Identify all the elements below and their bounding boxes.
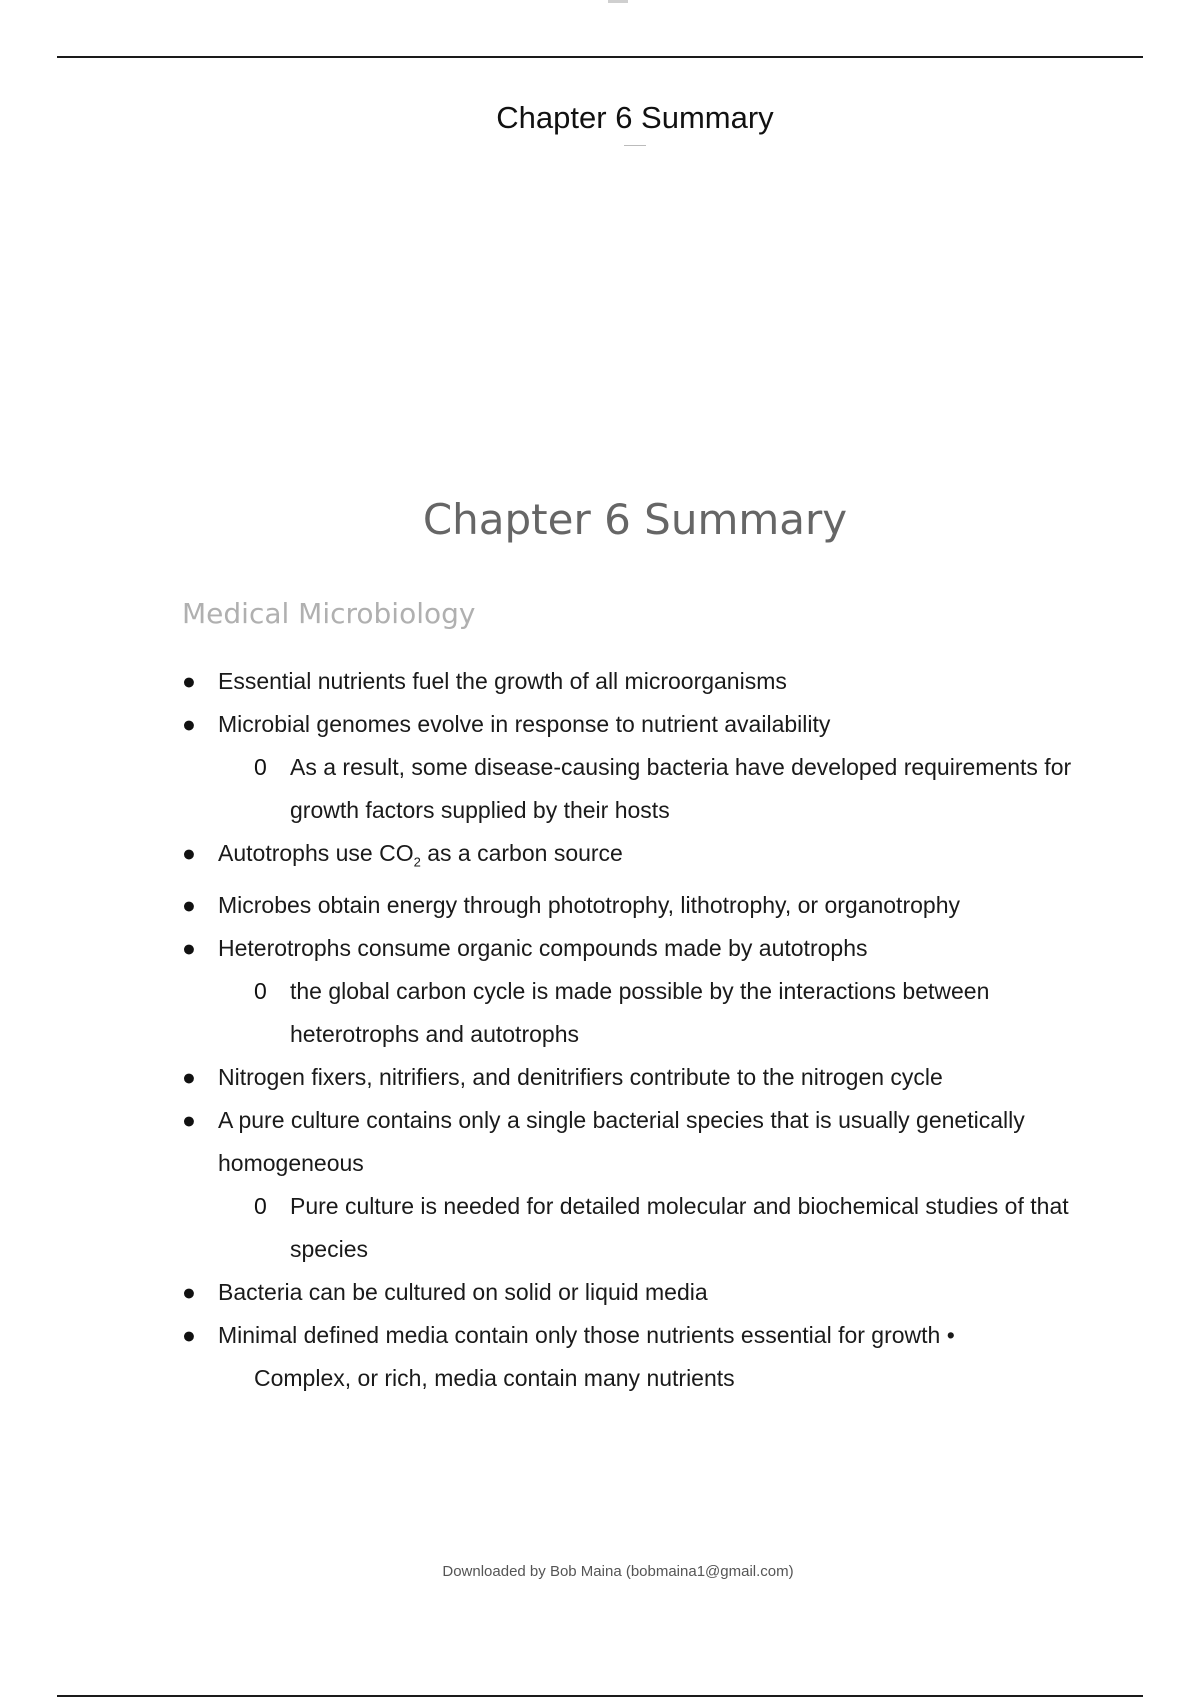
list-item-text: Essential nutrients fuel the growth of all microorganisms <box>218 668 787 694</box>
bottom-rule <box>57 1695 1143 1697</box>
sub-list-item <box>0 970 1090 1056</box>
list-item <box>0 1099 1088 1185</box>
sub-item-text: As a result, some disease-causing bacteria have developed requirements for growth factors supplied by their hosts <box>290 754 1072 823</box>
list-item-text: Microbes obtain energy through phototrophy, lithotrophy, or organotrophy <box>218 891 960 918</box>
list-item <box>0 703 1088 746</box>
sub-item-text: Pure culture is needed for detailed molecular and biochemical studies of that species <box>290 1192 1069 1262</box>
bullet-icon: ● <box>182 840 196 866</box>
bullet-icon: ● <box>182 891 196 918</box>
bullet-icon: ● <box>182 668 196 694</box>
list-item-text: Microbial genomes evolve in response to nutrient availability <box>218 711 831 737</box>
sub-item-marker: 0 <box>254 977 267 1004</box>
download-footer: Downloaded by Bob Maina (bobmaina1@gmail.com) <box>442 1563 794 1580</box>
document-title: Chapter 6 Summary <box>422 495 848 544</box>
top-edge-mark <box>608 0 628 3</box>
co2-subscript: 2 <box>413 854 421 870</box>
sub-item-marker: 0 <box>254 1192 267 1219</box>
list-item-text <box>218 840 623 870</box>
top-rule <box>57 56 1143 58</box>
bullet-icon: ● <box>182 711 196 737</box>
list-item-text-post: as a carbon source <box>420 840 623 866</box>
list-item <box>0 884 1088 927</box>
list-item-text-pre: Autotrophs use CO <box>218 840 414 866</box>
list-item <box>0 1314 1088 1400</box>
list-item <box>0 1271 1088 1314</box>
list-item-text: A pure culture contains only a single bacterial species that is usually genetically homogeneous <box>218 1106 1025 1176</box>
sub-item-text: the global carbon cycle is made possible by the interactions between heterotrophs and autotrophs <box>290 977 990 1047</box>
bullet-icon: ● <box>182 934 196 961</box>
summary-list <box>0 660 1200 1400</box>
bullet-icon: ● <box>182 1106 196 1133</box>
sub-item-marker: 0 <box>254 754 267 780</box>
bullet-icon: ● <box>182 1278 196 1305</box>
list-item <box>0 927 1088 970</box>
sub-list-item <box>0 1185 1090 1271</box>
sub-list-item <box>0 746 1090 832</box>
section-heading: Medical Microbiology <box>182 597 476 630</box>
list-item-text: Heterotrophs consume organic compounds made by autotrophs <box>218 934 868 961</box>
list-item <box>0 1056 1088 1099</box>
list-item-text: Nitrogen fixers, nitrifiers, and denitrifiers contribute to the nitrogen cycle <box>218 1063 943 1090</box>
page-header-title: Chapter 6 Summary <box>496 100 774 135</box>
list-item-continuation: Complex, or rich, media contain many nutrients <box>254 1364 735 1391</box>
list-item <box>0 660 1088 703</box>
bullet-icon: ● <box>182 1321 196 1348</box>
list-item-text: Minimal defined media contain only those nutrients essential for growth • <box>218 1321 955 1348</box>
header-underline <box>624 145 646 146</box>
list-item-text: Bacteria can be cultured on solid or liquid media <box>218 1278 708 1305</box>
list-item <box>0 832 1088 884</box>
bullet-icon: ● <box>182 1063 196 1090</box>
